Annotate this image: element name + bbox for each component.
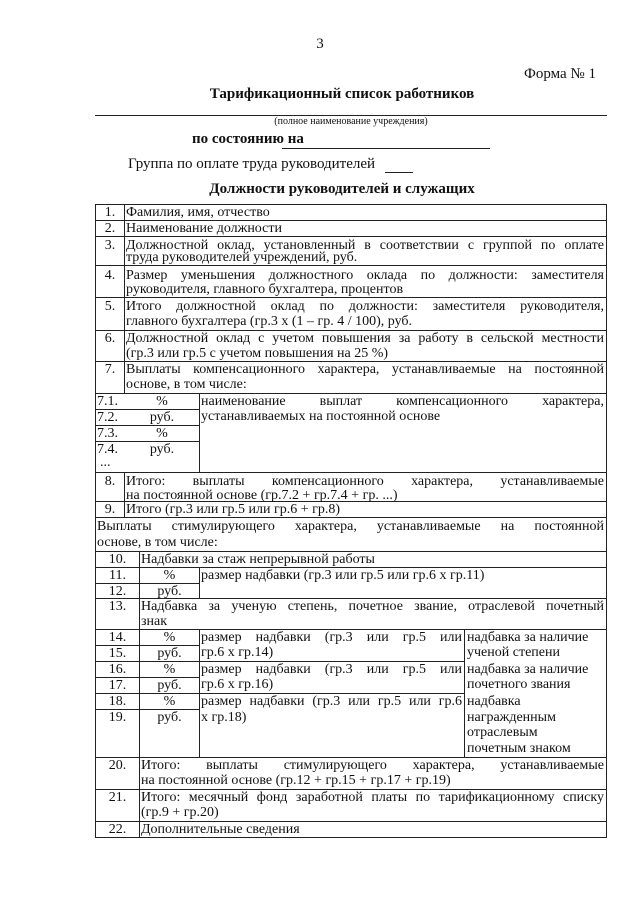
row-7-description-line-1: наименование выплат компенсационного характера, [201, 394, 604, 409]
row-16-note-line-2: почетного звания [467, 677, 571, 692]
row-18-description-line-1: размер надбавки (гр.3 или гр.5 или гр.6 [201, 694, 462, 709]
row-12-number: 12. [108, 584, 127, 599]
row-21-text-line-1: Итого: месячный фонд заработной платы по тарификационному списку [141, 790, 604, 805]
row-7-2-unit: руб. [149, 410, 175, 425]
row-7-more-ellipsis: ... [100, 455, 111, 470]
row-9-number: 9. [104, 502, 116, 517]
row-14-number: 14. [108, 630, 127, 645]
row-3-text-line-2: труда руководителей учреждений, руб. [126, 250, 358, 265]
row-18-unit: % [163, 694, 176, 709]
row-7-text-line-2: основе, в том числе: [126, 377, 247, 392]
row-18-note-line-4: почетным знаком [467, 741, 571, 756]
row-15-unit: руб. [157, 646, 182, 661]
row-22-number: 22. [108, 822, 127, 837]
row-11-number: 11. [109, 568, 126, 583]
row-19-unit: руб. [157, 710, 182, 725]
row-20-text-line-1: Итого: выплаты стимулирующего характера, устанавливаемые [141, 758, 604, 773]
section-title: Должности руководителей и служащих [209, 181, 475, 197]
row-7-3-number: 7.3. [97, 426, 118, 441]
row-3-number: 3. [104, 238, 116, 253]
row-20-text-line-2: на постоянной основе (гр.12 + гр.15 + гр.17 + гр.19) [141, 773, 451, 788]
row-3-text-line-1: Должностной оклад, установленный в соответствии с группой по оплате [126, 238, 604, 253]
row-20-number: 20. [108, 758, 127, 773]
row-6-text-line-1: Должностной оклад с учетом повышения за работу в сельской местности [126, 331, 604, 346]
row-15-number: 15. [108, 646, 127, 661]
row-7-text-line-1: Выплаты компенсационного характера, устанавливаемые на постоянной [126, 362, 604, 377]
row-6-number: 6. [104, 331, 116, 346]
row-14-unit: % [163, 630, 176, 645]
row-22-text: Дополнительные сведения [141, 822, 300, 837]
row-16-unit: % [163, 662, 176, 677]
row-8-text-line-2: на постоянной основе (гр.7.2 + гр.7.4 + гр. ...) [126, 488, 398, 503]
row-13-text-line-2: знак [141, 614, 168, 629]
row-7-2-number: 7.2. [97, 410, 118, 425]
row-16-description-line-2: гр.6 х гр.16) [201, 677, 274, 692]
row-5-text-line-1: Итого должностной оклад по должности: заместителя руководителя, [126, 299, 604, 314]
row-5-text-line-2: главного бухгалтера (гр.3 х (1 – гр. 4 / 100), руб. [126, 314, 413, 329]
row-7-4-number: 7.4. [97, 442, 118, 457]
row-7-1-number: 7.1. [97, 394, 118, 409]
row-2-number: 2. [104, 221, 116, 236]
row-11-description: размер надбавки (гр.3 или гр.5 или гр.6 х гр.11) [201, 568, 485, 583]
row-2-text: Наименование должности [126, 221, 282, 236]
row-13-text-line-1: Надбавка за ученую степень, почетное звание, отраслевой почетный [141, 599, 604, 614]
row-17-number: 17. [108, 678, 127, 693]
row-1-text: Фамилия, имя, отчество [126, 205, 270, 220]
row-11-unit: % [163, 568, 176, 583]
row-5-number: 5. [104, 299, 116, 314]
document-title: Тарификационный список работников [209, 86, 475, 102]
row-18-note-line-2: награжденным [467, 710, 556, 725]
row-4-text-line-2: руководителя, главного бухгалтера, процентов [126, 282, 404, 297]
row-14-description-line-2: гр.6 х гр.14) [201, 645, 274, 660]
row-10-number: 10. [108, 552, 127, 567]
row-14-note-line-2: ученой степени [467, 645, 560, 660]
row-13-number: 13. [108, 599, 127, 614]
row-9-text: Итого (гр.3 или гр.5 или гр.6 + гр.8) [126, 502, 341, 517]
row-18-note-line-3: отраслевым [467, 725, 538, 740]
group-label: Группа по оплате труда руководителей [128, 156, 376, 172]
row-21-text-line-2: (гр.9 + гр.20) [141, 805, 219, 820]
row-14-description-line-1: размер надбавки (гр.3 или гр.5 или [201, 630, 462, 645]
row-7-number: 7. [104, 362, 116, 377]
as-of-label: по состоянию на [192, 131, 304, 147]
row-7-4-unit: руб. [149, 442, 175, 457]
organization-caption: (полное наименование учреждения) [274, 116, 428, 127]
row-1-number: 1. [104, 205, 116, 220]
row-7-description-line-2: устанавливаемых на постоянной основе [201, 409, 441, 424]
row-18-number: 18. [108, 694, 127, 709]
row-21-number: 21. [108, 790, 127, 805]
row-19-number: 19. [108, 710, 127, 725]
row-17-unit: руб. [157, 678, 182, 693]
row-12-unit: руб. [157, 584, 182, 599]
row-7-3-unit: % [156, 426, 168, 441]
row-8-number: 8. [104, 474, 116, 489]
row-14-note-line-1: надбавка за наличие [467, 630, 589, 645]
row-16-note-line-1: надбавка за наличие [467, 662, 589, 677]
row-6-text-line-2: (гр.3 или гр.5 с учетом повышения на 25 %) [126, 346, 389, 361]
row-7-1-unit: % [156, 394, 168, 409]
stimulating-header-line-1: Выплаты стимулирующего характера, устанавливаемые на постоянной [97, 519, 604, 534]
row-4-number: 4. [104, 268, 116, 283]
row-16-number: 16. [108, 662, 127, 677]
row-18-description-line-2: х гр.18) [201, 710, 247, 725]
page-number: 3 [316, 36, 324, 52]
row-8-text-line-1: Итого: выплаты компенсационного характера, устанавливаемые [126, 474, 604, 489]
stimulating-header-line-2: основе, в том числе: [97, 535, 218, 550]
row-16-description-line-1: размер надбавки (гр.3 или гр.5 или [201, 662, 462, 677]
row-10-text: Надбавки за стаж непрерывной работы [141, 552, 375, 567]
row-4-text-line-1: Размер уменьшения должностного оклада по должности: заместителя [126, 268, 604, 283]
row-18-note-line-1: надбавка [467, 694, 521, 709]
form-label: Форма № 1 [524, 66, 596, 82]
